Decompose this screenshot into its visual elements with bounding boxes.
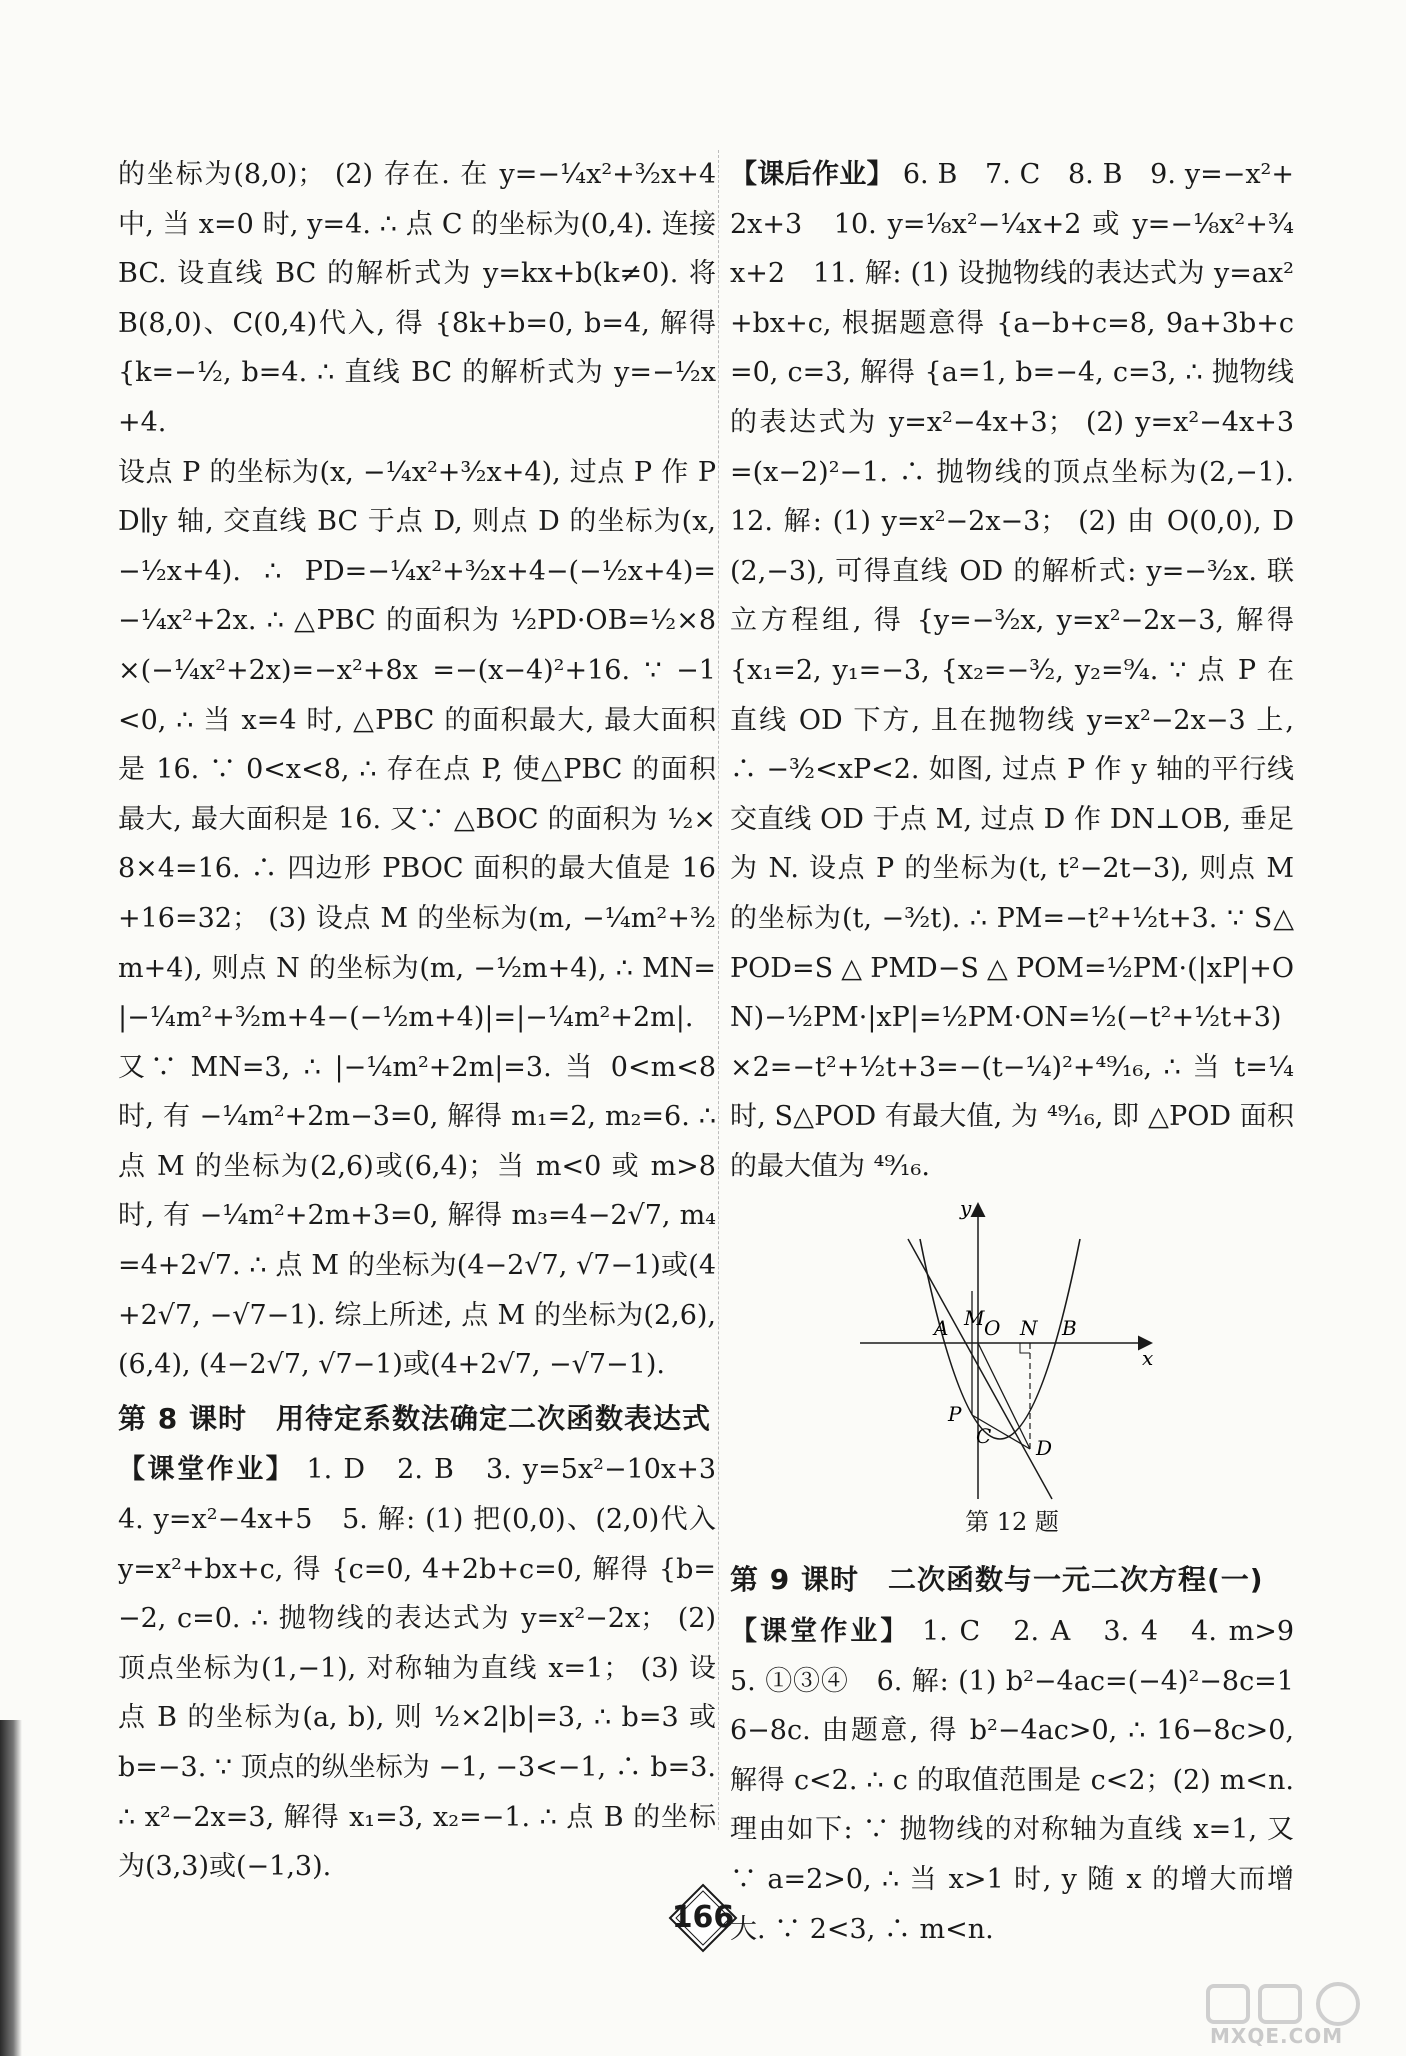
right-paragraph-1: [730, 150, 1321, 1191]
page-edge-shadow: [0, 1720, 22, 2056]
homework-tag: 【课后作业】: [730, 159, 894, 190]
lesson-8-heading: 第 8 课时 用待定系数法确定二次函数表达式: [118, 1401, 711, 1435]
right-paragraph-2: [730, 1607, 1322, 1954]
left-paragraph-1: 的坐标为(8,0)； (2) 存在. 在 y=−¹⁄₄x²+³⁄₂x+4 中, 当 x=0 时, y=4. ∴ 点 C 的坐标为(0,4). 连接 BC. 设直线 BC 的解析式为 y=kx+b(k≠0). 将 B(8,0)、C(0,4)代入, 得 {8k+b=0, b=4, 解得 {k=−¹⁄₂, b=4. ∴ 直线 BC 的解析式为 y=−¹⁄₂x+4.: [118, 159, 716, 438]
left-column: [118, 150, 744, 1892]
classwork-tag: 【课堂作业】: [118, 1454, 296, 1486]
label-d: D: [1036, 1436, 1053, 1461]
right-column: [730, 150, 1322, 1954]
watermark-text: MXQE.COM: [1210, 2024, 1344, 2048]
label-b: B: [1062, 1316, 1077, 1341]
label-o: O: [984, 1316, 1001, 1341]
parabola-diagram: [860, 1199, 1160, 1504]
column-divider: [718, 150, 719, 1830]
classwork-tag-2: 【课堂作业】: [730, 1616, 911, 1648]
left-paragraph-3: [118, 1445, 744, 1891]
left-paragraph-2: 设点 P 的坐标为(x, −¹⁄₄x²+³⁄₂x+4), 过点 P 作 PD∥y 轴, 交直线 BC 于点 D, 则点 D 的坐标为(x, −¹⁄₂x+4). ∴ PD=−¹⁄₄x²+³⁄₂x+4−(−¹⁄₂x+4)=−¹⁄₄x²+2x. ∴ △PBC 的面积为 ¹⁄₂PD·OB=¹⁄₂×8×(−¹⁄₄x²+2x)=−x²+8x =−(x−4)²+16. ∵ −1<0, ∴ 当 x=4 时, △PBC 的面积最大, 最大面积是 16. ∵ 0<x<8, ∴ 存在点 P, 使△PBC 的面积最大, 最大面积是 16. 又∵ △BOC 的面积为 ¹⁄₂×8×4=16. ∴ 四边形 PBOC 面积的最大值是 16+16=32； (3) 设点 M 的坐标为(m, −¹⁄₄m²+³⁄₂m+4), 则点 N 的坐标为(m, −¹⁄₂m+4), ∴ MN=|−¹⁄₄m²+³⁄₂m+4−(−¹⁄₂m+4)|=|−¹⁄₄m²+2m|. 又∵ MN=3, ∴ |−¹⁄₄m²+2m|=3. 当 0<m<8 时, 有 −¹⁄₄m²+2m−3=0, 解得 m₁=2, m₂=6. ∴ 点 M 的坐标为(2,6)或(6,4)；当 m<0 或 m>8 时, 有 −¹⁄₄m²+2m+3=0, 解得 m₃=4−2√7, m₄=4+2√7. ∴ 点 M 的坐标为(4−2√7, √7−1)或(4+2√7, −√7−1). 综上所述, 点 M 的坐标为(2,6), (6,4), (4−2√7, √7−1)或(4+2√7, −√7−1).: [118, 456, 716, 1381]
label-c: C: [976, 1424, 992, 1449]
label-n: N: [1020, 1316, 1038, 1341]
lesson-9-heading: 第 9 课时 二次函数与一元二次方程(一): [730, 1563, 1264, 1597]
figure-caption: 第 12 题: [965, 1508, 1059, 1537]
right-paragraph-1-text: 6. B 7. C 8. B 9. y=−x²+2x+3 10. y=¹⁄₈x²−¹⁄₄x+2 或 y=−¹⁄₈x²+³⁄₄x+2 11. 解: (1) 设抛物线的表达式为 y=ax²+bx+c, 根据题意得 {a−b+c=8, 9a+3b+c=0, c=3, 解得 {a=1, b=−4, c=3, ∴ 抛物线的表达式为 y=x²−4x+3； (2) y=x²−4x+3=(x−2)²−1. ∴ 抛物线的顶点坐标为(2,−1). 12. 解: (1) y=x²−2x−3； (2) 由 O(0,0), D(2,−3), 可得直线 OD 的解析式: y=−³⁄₂x. 联立方程组, 得 {y=−³⁄₂x, y=x²−2x−3, 解得 {x₁=2, y₁=−3, {x₂=−³⁄₂, y₂=⁹⁄₄. ∵ 点 P 在直线 OD 下方, 且在抛物线 y=x²−2x−3 上, ∴ −³⁄₂<xP<2. 如图, 过点 P 作 y 轴的平行线交直线 OD 于点 M, 过点 D 作 DN⊥OB, 垂足为 N. 设点 P 的坐标为(t, t²−2t−3), 则点 M 的坐标为(t, −³⁄₂t). ∴ PM=−t²+¹⁄₂t+3. ∵ S△POD=S△PMD−S△POM=¹⁄₂PM·(|xP|+ON)−¹⁄₂PM·|xP|=¹⁄₂PM·ON=¹⁄₂(−t²+¹⁄₂t+3)×2=−t²+¹⁄₂t+3=−(t−¹⁄₄)²+⁴⁹⁄₁₆, ∴ 当 t=¹⁄₄ 时, S△POD 有最大值, 为 ⁴⁹⁄₁₆, 即 △POD 面积的最大值为 ⁴⁹⁄₁₆.: [730, 159, 1321, 1182]
label-a: A: [934, 1316, 949, 1341]
right-angle-mark: [1020, 1343, 1030, 1353]
label-y: y: [960, 1199, 972, 1221]
left-paragraph-3-text: 1. D 2. B 3. y=5x²−10x+3 4. y=x²−4x+5 5. 解: (1) 把(0,0)、(2,0)代入 y=x²+bx+c, 得 {c=0, 4+2b+c=0, 解得 {b=−2, c=0. ∴ 抛物线的表达式为 y=x²−2x； (2) 顶点坐标为(1,−1), 对称轴为直线 x=1； (3) 设点 B 的坐标为(a, b), 则 ¹⁄₂×2|b|=3, ∴ b=3 或 b=−3. ∵ 顶点的纵坐标为 −1, −3<−1, ∴ b=3. ∴ x²−2x=3, 解得 x₁=3, x₂=−1. ∴ 点 B 的坐标为(3,3)或(−1,3).: [118, 1454, 744, 1883]
label-m: M: [964, 1306, 985, 1331]
problem-12-figure: [730, 1199, 1294, 1539]
label-x: x: [1142, 1346, 1154, 1371]
label-p: P: [948, 1402, 962, 1427]
page-number: 166: [671, 1900, 735, 1935]
right-paragraph-2-text: 1. C 2. A 3. 4 4. m>9 5. ①③④ 6. 解: (1) b²−4ac=(−4)²−8c=16−8c. 由题意, 得 b²−4ac>0, ∴ 16−8c>0, 解得 c<2. ∴ c 的取值范围是 c<2；(2) m<n. 理由如下: ∵ 抛物线的对称轴为直线 x=1, 又∵ a=2>0, ∴ 当 x>1 时, y 随 x 的增大而增大. ∵ 2<3, ∴ m<n.: [730, 1616, 1322, 1945]
